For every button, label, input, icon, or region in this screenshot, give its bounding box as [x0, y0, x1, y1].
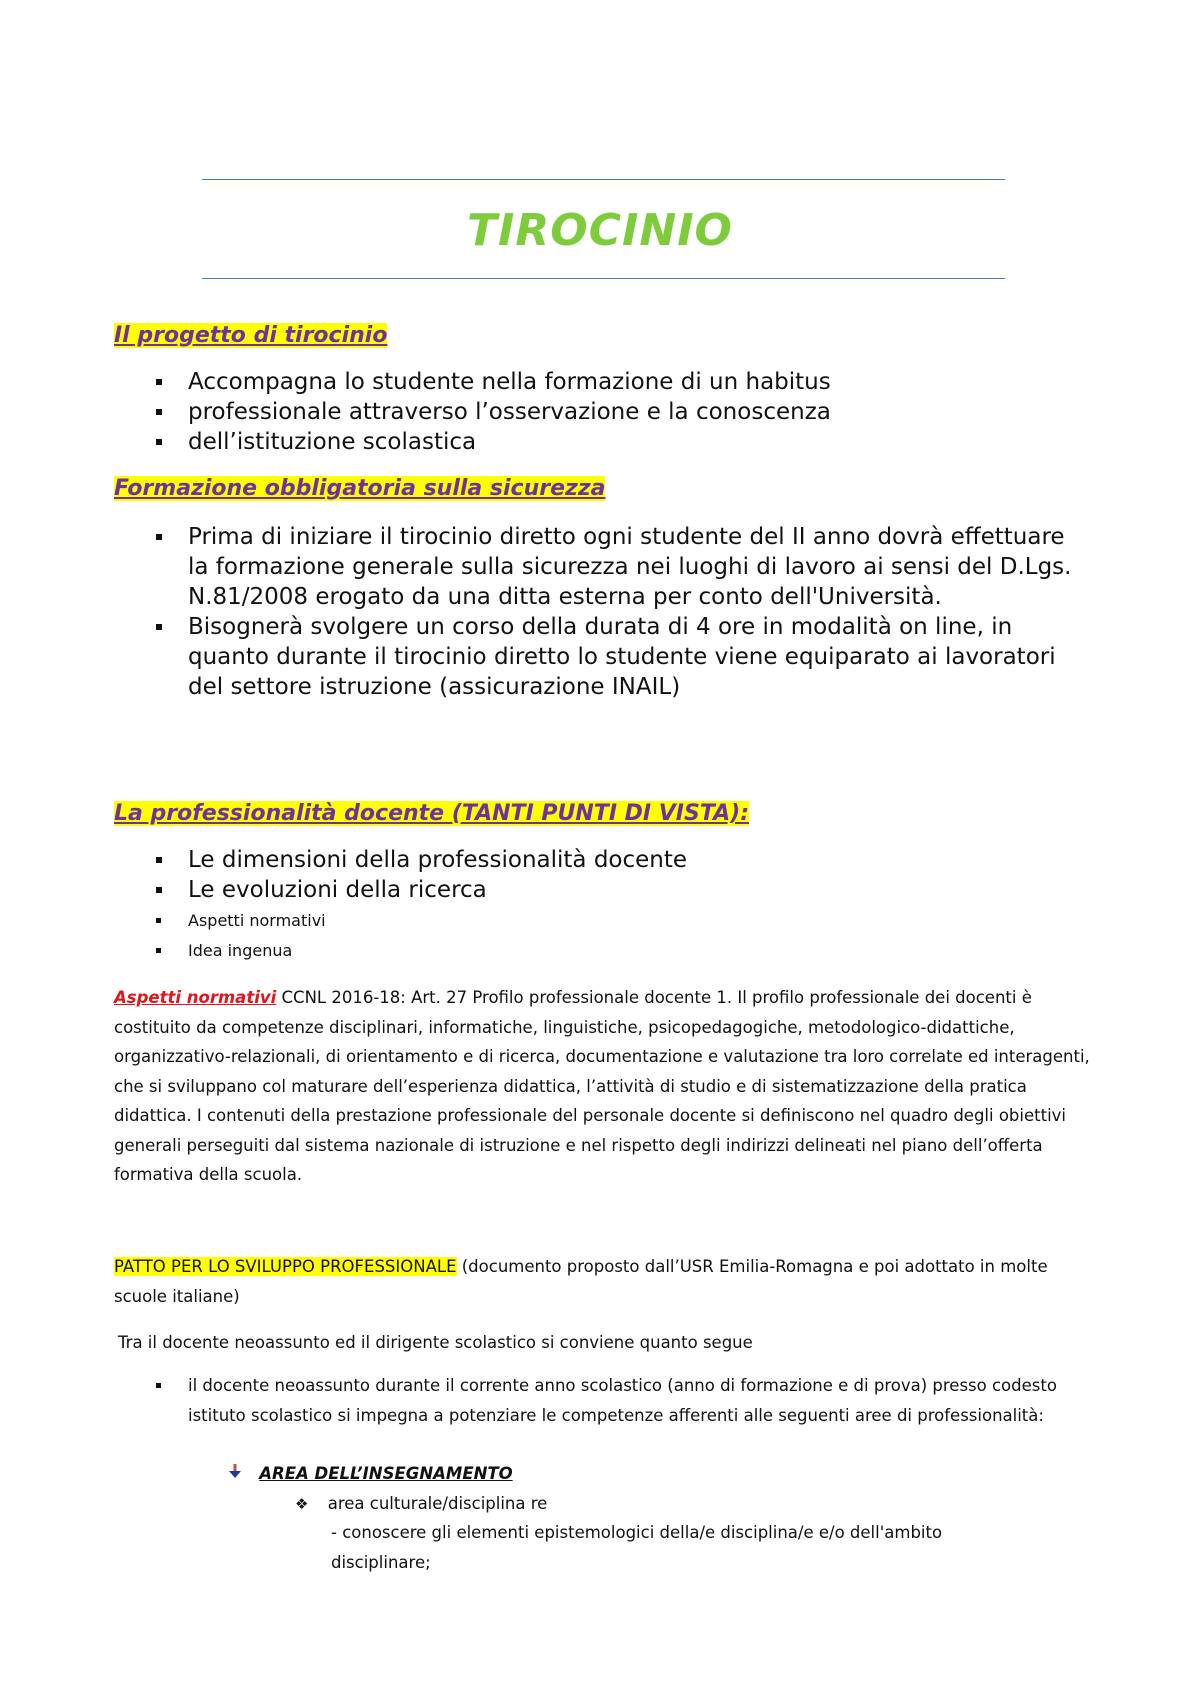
patto-paragraph	[114, 1252, 1104, 1311]
list-item: professionale attraverso l’osservazione e la conoscenza	[156, 397, 1056, 427]
list-item: Aspetti normativi	[156, 906, 1056, 936]
patto-intro: Tra il docente neoassunto ed il dirigente scolastico si conviene quanto segue	[118, 1333, 753, 1352]
sub-item-row	[295, 1489, 547, 1520]
patto-list	[156, 1371, 1076, 1430]
normativi-text: CCNL 2016-18: Art. 27 Profilo professionale docente 1. Il profilo professionale dei docenti è costituito da competenze disciplinari, informatiche, linguistiche, psicopedagogiche, metodologico-didattiche, organizzativo-relazionali, di orientamento e di ricerca, documentazione e valutazione tra loro correlate ed interagenti, che si sviluppano col maturare dell’esperienza didattica, l’attività di studio e di sistematizzazione della pratica didattica. I contenuti della prestazione professionale del personale docente si definiscono nel quadro degli obiettivi generali perseguiti dal sistema nazionale di istruzione e nel rispetto degli indirizzi delineati nel piano dell’offerta formativa della scuola.	[114, 988, 1090, 1184]
list-item: Le evoluzioni della ricerca	[156, 875, 1056, 905]
progetto-list	[156, 367, 1056, 457]
patto-label: PATTO PER LO SVILUPPO PROFESSIONALE	[114, 1257, 457, 1276]
list-item: Le dimensioni della professionalità docente	[156, 845, 1056, 875]
list-item: Prima di iniziare il tirocinio diretto ogni studente del II anno dovrà effettuare la formazione generale sulla sicurezza nei luoghi di lavoro ai sensi del D.Lgs. N.81/2008 erogato da una ditta esterna per conto dell'Università.	[156, 522, 1091, 612]
title-rule-top	[202, 179, 1005, 180]
list-item: Accompagna lo studente nella formazione di un habitus	[156, 367, 1056, 397]
normativi-label: Aspetti normativi	[114, 988, 277, 1007]
section-heading-progetto	[114, 323, 387, 348]
sub-item-label: area culturale/disciplina re	[327, 1494, 548, 1513]
section-heading-sicurezza-text: Formazione obbligatoria sulla sicurezza	[114, 476, 606, 501]
area-heading: AREA DELL’INSEGNAMENTO	[259, 1464, 513, 1483]
sicurezza-list	[156, 522, 1091, 702]
diamond-bullet-icon: ❖	[295, 1495, 309, 1513]
patto-text: (documento proposto dall’USR Emilia-Romagna e poi adottato in molte scuole italiane)	[114, 1257, 1048, 1306]
list-item: dell’istituzione scolastica	[156, 427, 1056, 457]
title-rule-bottom	[202, 278, 1005, 279]
professionalita-list	[156, 845, 1056, 905]
arrow-down-bullet-icon	[226, 1463, 244, 1481]
professionalita-sublist	[156, 906, 1056, 966]
list-item: il docente neoassunto durante il corrente anno scolastico (anno di formazione e di prova) presso codesto istituto scolastico si impegna a potenziare le competenze afferenti alle seguenti aree di professionalità:	[156, 1371, 1076, 1430]
section-heading-professionalita	[114, 801, 749, 826]
list-item: Idea ingenua	[156, 936, 1056, 966]
list-item: Bisognerà svolgere un corso della durata di 4 ore in modalità on line, in quanto durante il tirocinio diretto lo studente viene equiparato ai lavoratori del settore istruzione (assicurazione INAIL)	[156, 612, 1091, 702]
section-heading-progetto-text: Il progetto di tirocinio	[114, 323, 388, 348]
normativi-paragraph	[114, 983, 1104, 1190]
section-heading-professionalita-text: La professionalità docente (TANTI PUNTI DI VISTA):	[114, 801, 750, 826]
document-title: TIROCINIO	[467, 205, 733, 256]
area-heading-row	[226, 1459, 513, 1489]
section-heading-sicurezza	[114, 476, 605, 501]
sub-item-text: - conoscere gli elementi epistemologici della/e disciplina/e e/o dell'ambito disciplinare;	[331, 1523, 943, 1572]
